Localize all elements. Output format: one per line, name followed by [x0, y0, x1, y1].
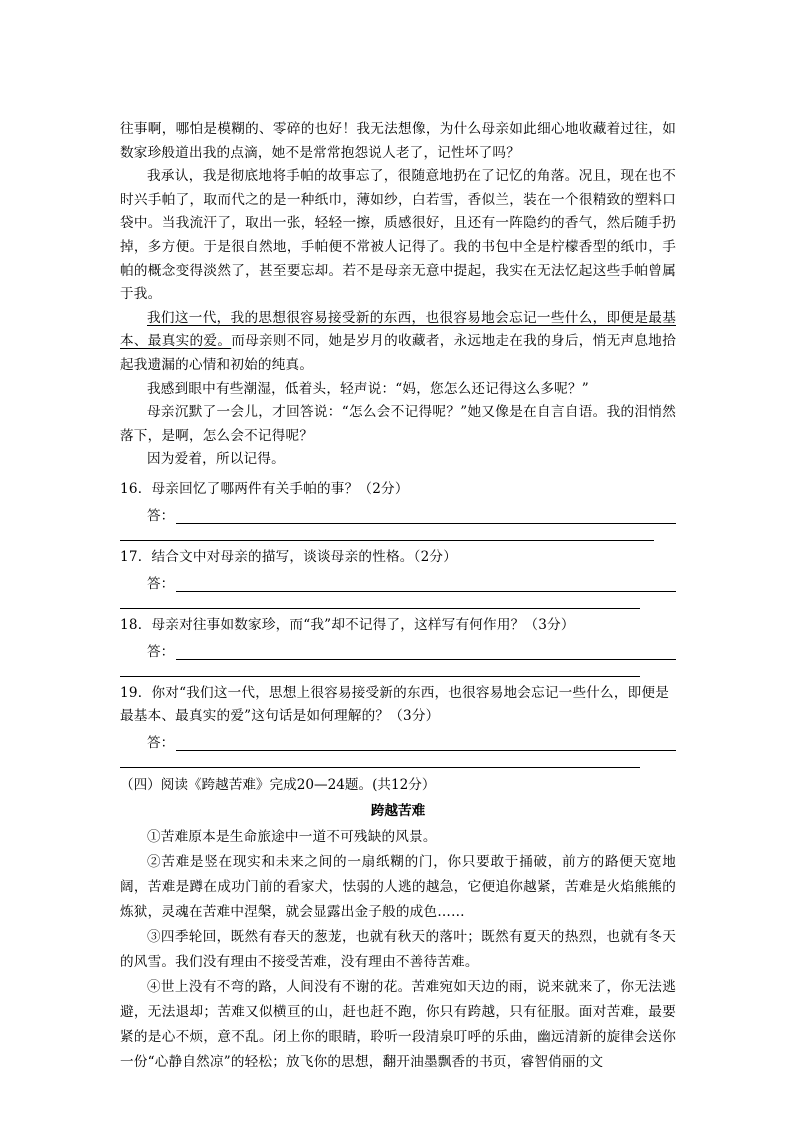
question-text: 19．你对“我们这一代，思想上很容易接受新的东西，也很容易地会忘记一些什么，即便是最基本、最真实的爱”这句话是如何理解的？（3分）: [120, 684, 670, 724]
article-title: 跨越苦难: [370, 802, 426, 819]
question-text: 18．母亲对往事如数家珍，而“我”却不记得了，这样写有何作用？（3分）: [120, 616, 575, 633]
answer-label: 答：: [147, 507, 175, 524]
answer-row: [147, 637, 676, 660]
section-heading: （四）阅读《跨越苦难》完成20—24题。(共12分）: [120, 776, 436, 793]
answer-line[interactable]: [176, 738, 676, 751]
article-paragraph: ②苦难是竖在现实和未来之间的一扇纸糊的门，你只要敢于捅破，前方的路便天宽地阔，苦难是蹲在成功门前的看家犬，怯弱的人逃的越急，它便追你越紧，苦难是火焰熊熊的炼狱，灵魂在苦难中涅槃，就会显露出金子般的成色……: [120, 853, 676, 920]
answer-line[interactable]: [120, 592, 640, 609]
answer-row: [147, 569, 676, 592]
question-text: 17．结合文中对母亲的描写，谈谈母亲的性格。（2分）: [120, 548, 458, 565]
question-17: [120, 546, 676, 609]
article-paragraph: ③四季轮回，既然有春天的葱茏，也就有秋天的落叶；既然有夏天的热烈，也就有冬天的风雪。我们没有理由不接受苦难，没有理由不善待苦难。: [120, 928, 676, 970]
answer-line[interactable]: [176, 647, 676, 660]
underlined-sentence: 我们这一代，我的思想很容易接受新的东西，也很容易地会忘记一些什么，即便是最基本、最真实的爱。: [120, 309, 676, 350]
article-paragraph: ④世上没有不弯的路，人间没有不谢的花。苦难宛如天边的雨，说来就来了，你无法逃避，无法退却；苦难又似横亘的山，赶也赶不跑，你只有跨越，只有征服。面对苦难，最要紧的是心不烦，意不乱。闭上你的眼睛，聆听一段清泉叮呼的乐曲，幽远清新的旋律会送你一份“心静自然凉”的轻松；放飞你的思想，翻开油墨飘香的书页，睿智俏丽的文: [120, 978, 676, 1070]
answer-label: 答：: [147, 734, 175, 751]
answer-label: 答：: [147, 575, 175, 592]
answer-line[interactable]: [120, 751, 640, 768]
answer-line[interactable]: [176, 579, 676, 592]
passage-paragraph: 我承认，我是彻底地将手帕的故事忘了，很随意地扔在了记忆的角落。况且，现在也不时兴手帕了，取而代之的是一种纸巾，薄如纱，白若雪，香似兰，装在一个很精致的塑料口袋中。当我流汗了，取出一张，轻轻一擦，质感很好，且还有一阵隐约的香气，然后随手扔掉，多方便。于是很自然地，手帕便不常被人记得了。我的书包中全是柠檬香型的纸巾，手帕的概念变得淡然了，甚至要忘却。若不是母亲无意中提起，我实在无法忆起这些手帕曾属于我。: [120, 168, 676, 303]
passage-paragraph: 往事啊，哪怕是模糊的、零碎的也好！我无法想像，为什么母亲如此细心地收藏着过往，如数家珍般道出我的点滴，她不是常常抱怨说人老了，记性坏了吗？: [120, 121, 676, 161]
answer-label: 答：: [147, 643, 175, 660]
question-19: [120, 682, 676, 768]
answer-row: [147, 501, 676, 524]
exam-page: [120, 118, 676, 1075]
passage-paragraph: 因为爱着，所以记得。: [147, 451, 285, 468]
passage-paragraph: 我感到眼中有些潮湿，低着头，轻声说：“妈，您怎么还记得这么多呢？”: [147, 380, 589, 397]
question-18: [120, 614, 676, 677]
passage-text: 而母亲则不同，她是岁月的收藏者，永远地走在我的身后，悄无声息地拾起我遗漏的心情和初始的纯真。: [120, 333, 676, 373]
answer-row: [147, 728, 676, 751]
answer-line[interactable]: [176, 511, 676, 524]
article-paragraph: ①苦难原本是生命旅途中一道不可残缺的风景。: [147, 828, 437, 845]
passage-paragraph: 母亲沉默了一会儿，才回答说：“怎么会不记得呢？”她又像是在自言自语。我的泪悄然落下，是啊，怎么会不记得呢？: [120, 404, 676, 444]
answer-line[interactable]: [120, 524, 654, 541]
answer-line[interactable]: [120, 660, 640, 677]
question-16: [120, 478, 676, 541]
question-text: 16．母亲回忆了哪两件有关手帕的事？（2分）: [120, 480, 409, 497]
passage-paragraph: [120, 307, 676, 378]
